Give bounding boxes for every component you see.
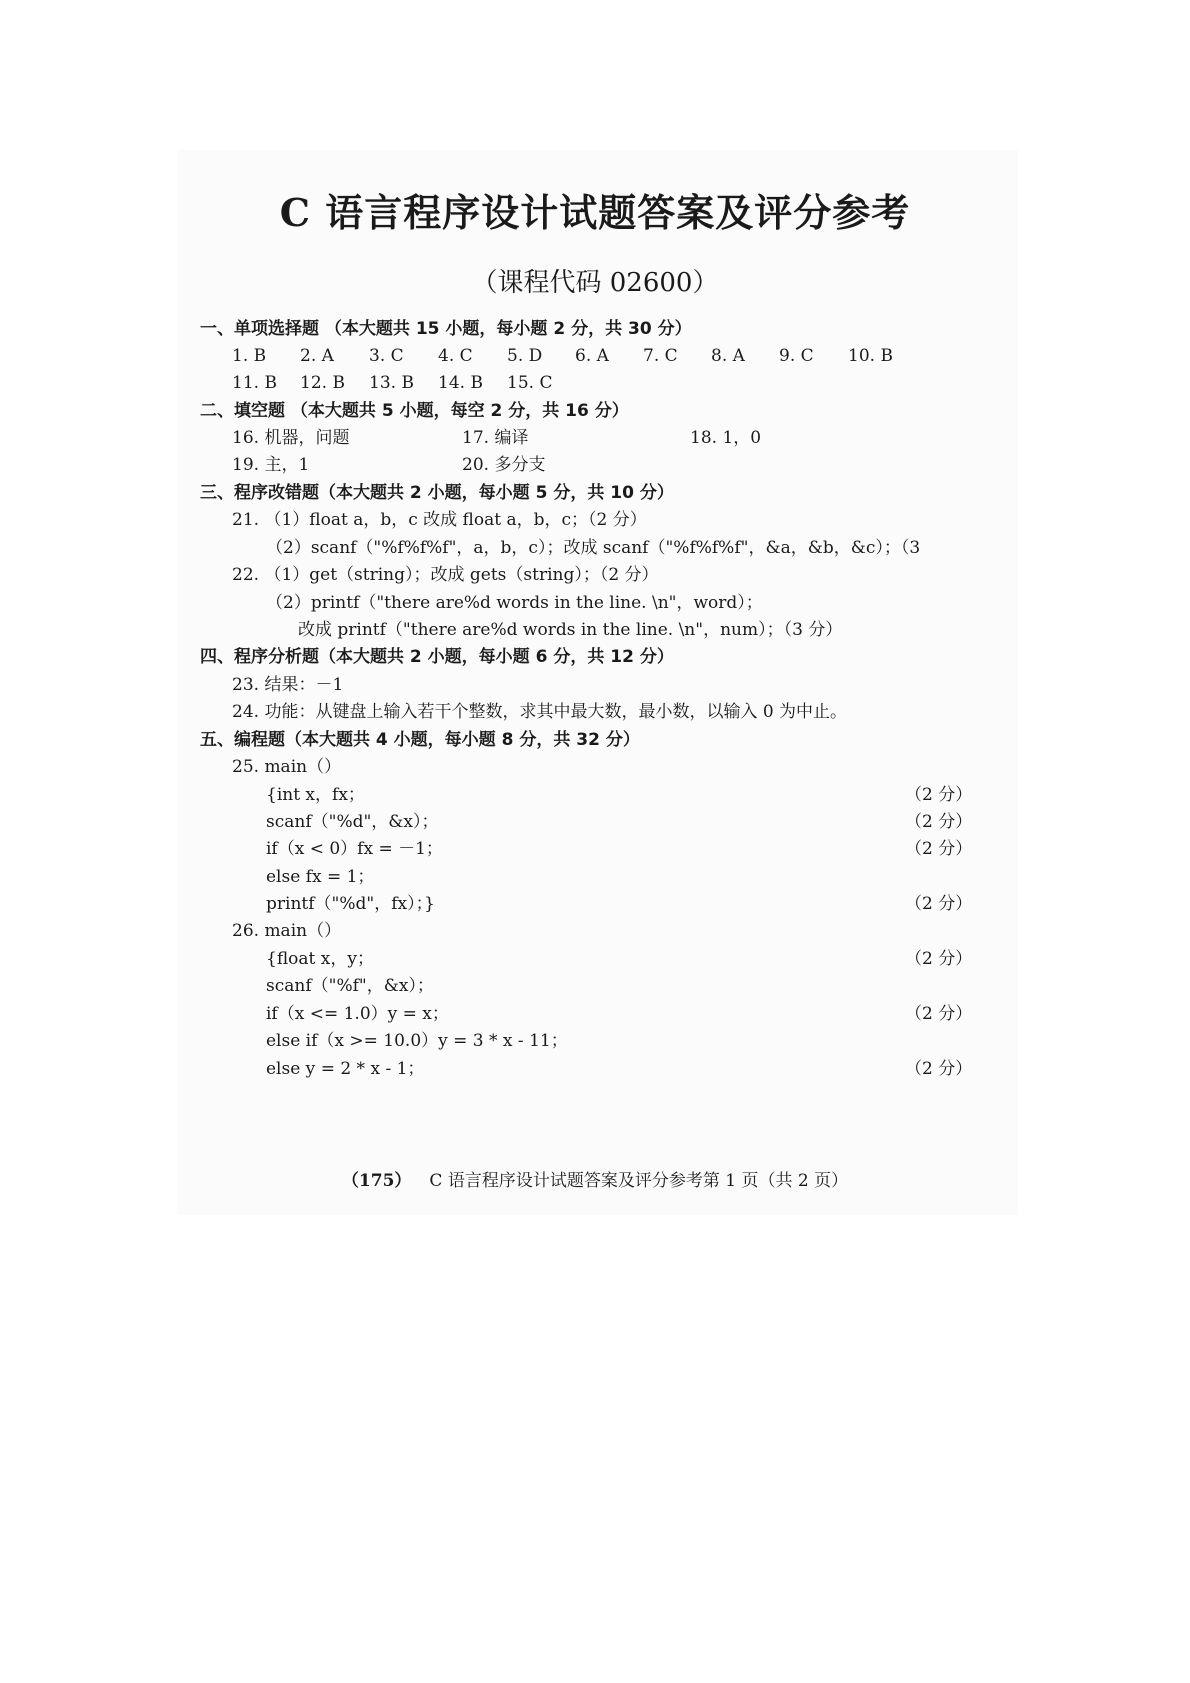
section-3-heading: 三、程序改错题（本大题共 2 小题，每小题 5 分，共 10 分） <box>200 483 674 503</box>
choice-answer: 8. A <box>711 346 745 366</box>
page-title: C 语言程序设计试题答案及评分参考 <box>279 190 911 235</box>
code-line: else if（x >= 10.0）y = 3 * x - 11； <box>266 1031 568 1051</box>
choice-answer: 12. B <box>300 373 345 393</box>
choice-answer: 11. B <box>232 373 277 393</box>
page-footer <box>0 1170 1190 1192</box>
choice-answer: 13. B <box>369 373 414 393</box>
score-label: （2 分） <box>905 1004 973 1024</box>
score-label: （2 分） <box>905 812 973 832</box>
choice-answer: 14. B <box>438 373 483 393</box>
fill-answer-18: 18. 1，0 <box>690 428 762 448</box>
choice-answer: 6. A <box>575 346 609 366</box>
fill-answer-20: 20. 多分支 <box>462 455 546 475</box>
section-1-heading: 一、单项选择题 （本大题共 15 小题，每小题 2 分，共 30 分） <box>200 319 692 339</box>
score-label: （2 分） <box>905 949 973 969</box>
footer-text: C 语言程序设计试题答案及评分参考第 1 页（共 2 页） <box>429 1171 849 1191</box>
choice-answer: 10. B <box>848 346 893 366</box>
fill-answer-16: 16. 机器，问题 <box>232 428 350 448</box>
correction-22-part1: 22. （1）get（string）；改成 gets（string）；（2 分） <box>232 565 659 585</box>
fill-answer-17: 17. 编译 <box>462 428 529 448</box>
score-label: （2 分） <box>905 1059 973 1079</box>
analysis-answer-23: 23. 结果：－1 <box>232 675 344 695</box>
correction-22-fix: 改成 printf（"there are%d words in the line. \n"，num）；（3 分） <box>298 620 843 640</box>
choice-answer: 3. C <box>369 346 404 366</box>
section-4-heading: 四、程序分析题（本大题共 2 小题，每小题 6 分，共 12 分） <box>200 647 674 667</box>
code-line: {float x，y； <box>266 949 374 969</box>
choice-answer: 4. C <box>438 346 473 366</box>
analysis-answer-24: 24. 功能：从键盘上输入若干个整数，求其中最大数，最小数，以输入 0 为中止。 <box>232 702 848 722</box>
code-line: 25. main（） <box>232 757 342 777</box>
section-2-heading: 二、填空题 （本大题共 5 小题，每空 2 分，共 16 分） <box>200 401 629 421</box>
score-label: （2 分） <box>905 894 973 914</box>
code-line: scanf（"%f"，&x）； <box>266 976 434 996</box>
section-5-heading: 五、编程题（本大题共 4 小题，每小题 8 分，共 32 分） <box>200 730 640 750</box>
code-line: printf（"%d"，fx）；} <box>266 894 435 914</box>
code-line: {int x，fx； <box>266 785 365 805</box>
choice-answer: 5. D <box>507 346 543 366</box>
code-line: else fx = 1； <box>266 867 375 887</box>
correction-21-part2: （2）scanf（"%f%f%f"，a，b，c）；改成 scanf（"%f%f%f"，&a，&b，&c）；（3 <box>266 538 921 558</box>
choice-answer: 2. A <box>300 346 334 366</box>
correction-22-part2: （2）printf（"there are%d words in the line. \n"，word）； <box>266 593 763 613</box>
choice-answer: 15. C <box>507 373 553 393</box>
correction-21-part1: 21. （1）float a，b，c 改成 float a，b，c；（2 分） <box>232 510 647 530</box>
code-line: else y = 2 * x - 1； <box>266 1059 425 1079</box>
footer-page-number: （175） <box>341 1171 412 1191</box>
score-label: （2 分） <box>905 785 973 805</box>
code-line: scanf（"%d"，&x）； <box>266 812 439 832</box>
code-line: if（x <= 1.0）y = x； <box>266 1004 449 1024</box>
code-line: if（x < 0）fx = －1； <box>266 839 443 859</box>
fill-answer-19: 19. 主，1 <box>232 455 310 475</box>
code-line: 26. main（） <box>232 921 342 941</box>
choice-answer: 1. B <box>232 346 267 366</box>
score-label: （2 分） <box>905 839 973 859</box>
choice-answer: 9. C <box>779 346 814 366</box>
choice-answer: 7. C <box>643 346 678 366</box>
course-code: （课程代码 02600） <box>471 268 719 298</box>
